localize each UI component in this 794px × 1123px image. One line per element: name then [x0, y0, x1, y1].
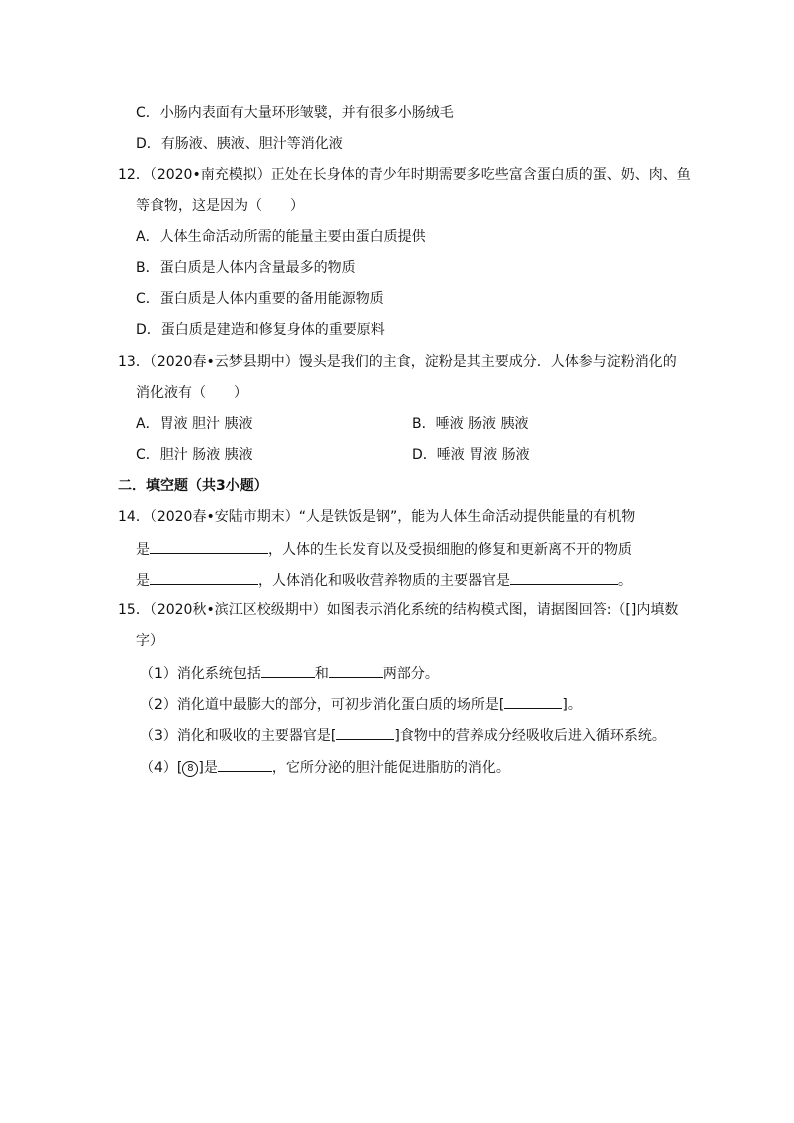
q15-sub2-blank[interactable]	[504, 693, 562, 709]
q13-stem-line2: 消化液有（ ）	[136, 385, 248, 401]
q12-option-a: A．人体生命活动所需的能量主要由蛋白质提供	[136, 229, 426, 245]
q15-sub2-pre: （2）消化道中最膨大的部分，可初步消化蛋白质的场所是[	[140, 697, 505, 713]
q14-line3-post: 。	[618, 573, 632, 589]
q13-option-a: A．胃液 胆汁 胰液	[136, 416, 253, 432]
q13-option-b: B．唾液 肠液 胰液	[412, 416, 529, 432]
q15-sub4-post: ，它所分泌的胆汁能促进脂肪的消化。	[271, 760, 510, 776]
q12-option-b: B．蛋白质是人体内含量最多的物质	[136, 260, 356, 276]
q14-blank-3[interactable]	[510, 569, 618, 585]
q15-sub1-pre: （1）消化系统包括	[140, 666, 261, 682]
q14-line3-mid: ，人体消化和吸收营养物质的主要器官是	[258, 573, 510, 589]
q15-sub4-pre: （4）[	[140, 760, 183, 776]
q14-line3	[136, 569, 632, 589]
q14-line3-pre: 是	[136, 573, 150, 589]
q15-sub1-blank-2[interactable]	[329, 662, 383, 678]
section-title-fill-in: 二．填空题（共3小题）	[118, 478, 268, 494]
q15-sub1	[140, 662, 439, 682]
circled-number: 8	[182, 761, 198, 777]
q12-stem-line1: 12．（2020•南充模拟）正处在长身体的青少年时期需要多吃些富含蛋白质的蛋、奶、肉、鱼	[118, 167, 691, 183]
q15-sub3-pre: （3）消化和吸收的主要器官是[	[140, 728, 337, 744]
q15-sub4-blank[interactable]	[218, 756, 272, 772]
q12-stem-line2: 等食物，这是因为（ ）	[136, 198, 304, 214]
q15-sub3	[140, 724, 666, 744]
q15-sub4	[140, 756, 510, 776]
q14-blank-1[interactable]	[150, 538, 268, 554]
q11-option-d: D．有肠液、胰液、胆汁等消化液	[136, 136, 343, 152]
q14-line2-pre: 是	[136, 542, 150, 558]
q14-line2-post: ，人体的生长发育以及受损细胞的修复和更新离不开的物质	[268, 542, 632, 558]
q15-sub2	[140, 693, 582, 713]
q14-line2	[136, 538, 632, 558]
q15-sub3-blank[interactable]	[336, 724, 394, 740]
q12-option-d: D．蛋白质是建造和修复身体的重要原料	[136, 322, 385, 338]
q15-stem-line1: 15．（2020秋•滨江区校级期中）如图表示消化系统的结构模式图，请据图回答:（[]内填数	[118, 602, 679, 618]
q15-sub2-post: ]。	[562, 697, 582, 713]
q14-blank-2[interactable]	[150, 569, 258, 585]
q14-stem-line1: 14．（2020春•安陆市期末）“人是铁饭是钢”，能为人体生命活动提供能量的有机物	[118, 509, 636, 525]
q15-sub1-mid: 和	[314, 666, 329, 682]
q12-option-c: C．蛋白质是人体内重要的备用能源物质	[136, 291, 384, 307]
q11-option-c: C．小肠内表面有大量环形皱襞，并有很多小肠绒毛	[136, 105, 454, 121]
q13-option-c: C．胆汁 肠液 胰液	[136, 447, 253, 463]
q15-sub1-post: 两部分。	[382, 666, 439, 682]
q15-sub4-mid: ]是	[198, 760, 218, 776]
q13-option-d: D．唾液 胃液 肠液	[412, 447, 530, 463]
q13-stem-line1: 13．（2020春•云梦县期中）馒头是我们的主食，淀粉是其主要成分．人体参与淀粉消化的	[118, 354, 677, 370]
q15-sub3-post: ]食物中的营养成分经吸收后进入循环系统。	[394, 728, 666, 744]
q15-sub1-blank-1[interactable]	[261, 662, 315, 678]
q15-stem-line2: 字）	[136, 633, 164, 649]
